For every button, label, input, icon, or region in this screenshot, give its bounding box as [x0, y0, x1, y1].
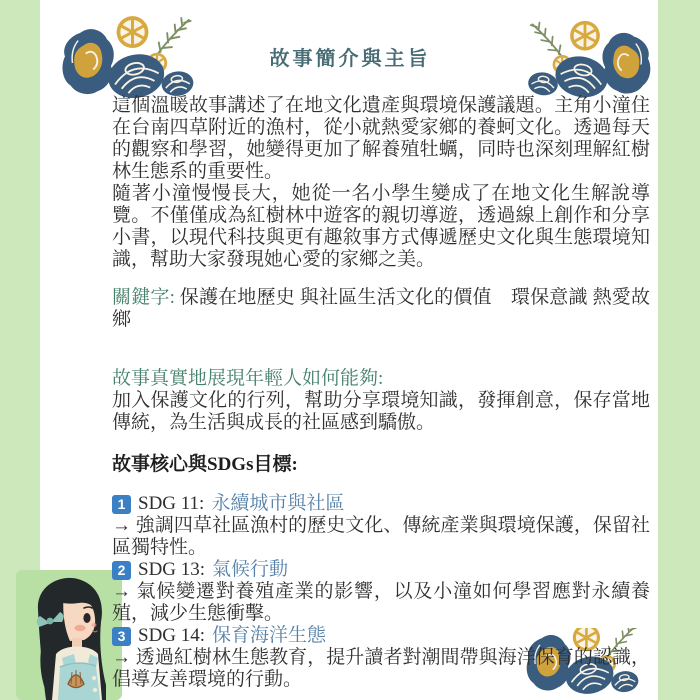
sdg-13-description: → 氣候變遷對養殖產業的影響，以及小潼如何學習應對永續養殖，減少生態衝擊。	[112, 581, 650, 624]
sdg-13-title-line	[112, 559, 650, 581]
intro-paragraph-2: 隨著小潼慢慢長大，她從一名小學生變成了在地文化生解說導覽。不僅僅成為紅樹林中遊客的親切導遊，透過線上創作和分享小書，以現代科技與更有趣敘事方式傳遞歷史文化與生態環境知識，幫助大家發現她心愛的家鄉之美。	[112, 183, 650, 270]
keywords-line	[112, 287, 650, 331]
sdg-11-code: SDG 11:	[138, 493, 205, 514]
sdg-14-description: → 透過紅樹林生態教育，提升讀者對潮間帶與海洋保育的認識，倡導友善環境的行動。	[112, 647, 650, 690]
youth-section-heading: 故事真實地展現年輕人如何能夠:	[112, 368, 384, 389]
sdg-14-title-line	[112, 625, 650, 647]
sdg-item-14	[112, 625, 650, 691]
sdg-11-description: → 強調四草社區漁村的歷史文化、傳統產業與環境保護，保留社區獨特性。	[112, 515, 650, 558]
sdg-11-title: 永續城市與社區	[211, 493, 345, 514]
sdg-14-number-badge: 3	[112, 627, 131, 646]
right-green-border	[658, 0, 700, 700]
sdg-14-title: 保育海洋生態	[212, 625, 327, 646]
sdg-item-11	[112, 493, 650, 559]
sdg-item-13	[112, 559, 650, 625]
sdg-13-title: 氣候行動	[212, 559, 289, 580]
page-title: 故事簡介與主旨	[269, 48, 431, 70]
keywords-text: 保護在地歷史 與社區生活文化的價值 環保意識 熱愛故鄉	[112, 287, 650, 330]
sdg-11-number-badge: 1	[112, 495, 131, 514]
sdg-section-heading: 故事核心與SDGs目標:	[112, 454, 298, 475]
sdg-11-title-line	[112, 493, 650, 515]
sdg-14-code: SDG 14:	[138, 625, 206, 646]
intro-paragraph-1: 這個溫暖故事講述了在地文化遺產與環境保護議題。主角小潼住在台南四草附近的漁村，從小就熱愛家鄉的養蚵文化。透過每天的觀察和學習，她變得更加了解養殖牡蠣，同時也深刻理解紅樹林生態系的重要性。	[112, 95, 650, 182]
sdg-13-code: SDG 13:	[138, 559, 206, 580]
youth-section-body: 加入保護文化的行列，幫助分享環境知識，發揮創意，保存當地傳統，為生活與成長的社區感到驕傲。	[112, 390, 650, 433]
girl-illustration	[16, 570, 122, 700]
main-content	[112, 95, 650, 691]
keywords-label: 關鍵字:	[112, 287, 175, 308]
sdg-13-number-badge: 2	[112, 561, 131, 580]
